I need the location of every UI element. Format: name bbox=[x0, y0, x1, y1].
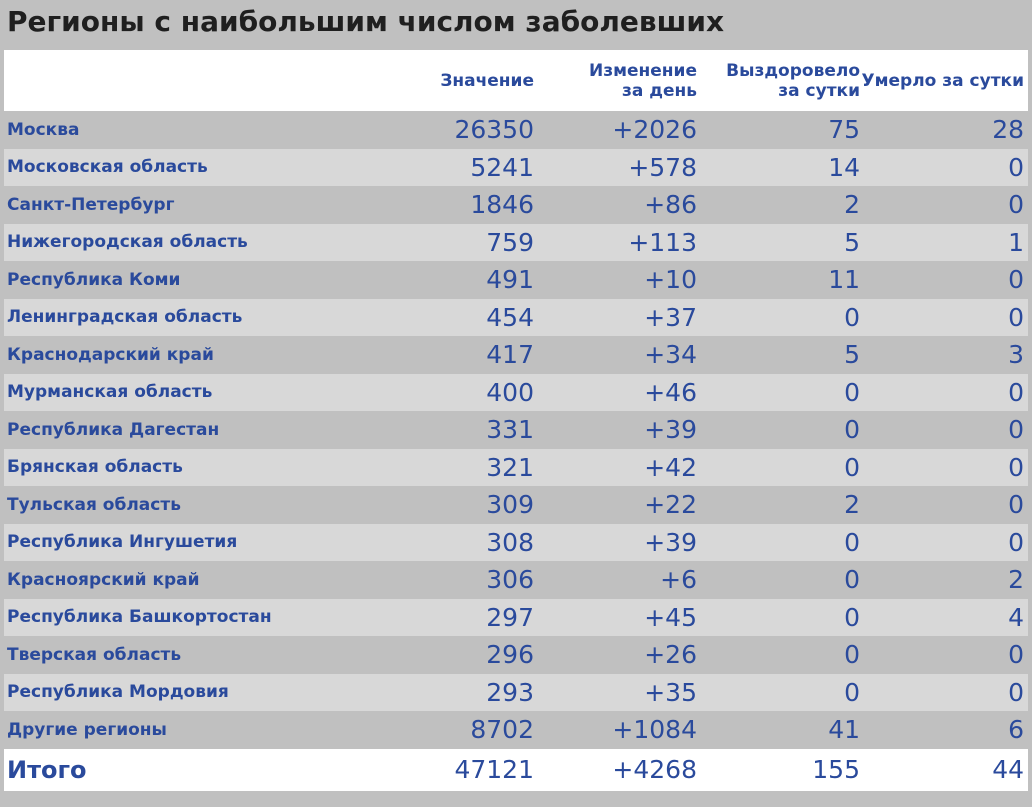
region-recovered-cell bbox=[828, 149, 860, 187]
region-died-cell bbox=[1008, 561, 1024, 599]
region-value-cell bbox=[486, 561, 534, 599]
region-value-cell bbox=[486, 636, 534, 674]
region-recovered: 11 bbox=[828, 265, 860, 295]
region-died-cell bbox=[1008, 486, 1024, 524]
region-name-cell bbox=[7, 524, 237, 562]
region-change: +26 bbox=[644, 640, 697, 670]
region-value-cell bbox=[486, 411, 534, 449]
region-died: 0 bbox=[1008, 452, 1024, 482]
region-recovered: 75 bbox=[828, 115, 860, 145]
region-recovered: 41 bbox=[828, 715, 860, 745]
region-recovered: 5 bbox=[844, 227, 860, 257]
region-change-cell bbox=[644, 449, 697, 487]
region-change-cell bbox=[644, 411, 697, 449]
region-died-cell bbox=[1008, 524, 1024, 562]
region-recovered: 0 bbox=[844, 415, 860, 445]
region-recovered: 14 bbox=[828, 152, 860, 182]
region-change: +1084 bbox=[612, 715, 697, 745]
header-change bbox=[589, 50, 697, 111]
table-row bbox=[4, 186, 1028, 224]
region-change: +39 bbox=[644, 527, 697, 557]
region-change-cell bbox=[644, 486, 697, 524]
region-change: +578 bbox=[628, 152, 697, 182]
region-name: Республика Мордовия bbox=[7, 682, 229, 703]
region-died: 2 bbox=[1008, 565, 1024, 595]
table-row bbox=[4, 111, 1028, 149]
region-change: +34 bbox=[644, 340, 697, 370]
region-recovered: 0 bbox=[844, 452, 860, 482]
region-value: 491 bbox=[486, 265, 534, 295]
region-change-cell bbox=[644, 599, 697, 637]
total-name: Итого bbox=[7, 755, 87, 784]
header-value bbox=[440, 50, 534, 111]
table-row bbox=[4, 561, 1028, 599]
region-recovered: 0 bbox=[844, 527, 860, 557]
region-value-cell bbox=[486, 674, 534, 712]
region-recovered: 0 bbox=[844, 602, 860, 632]
region-recovered-cell bbox=[828, 711, 860, 749]
region-value-cell bbox=[486, 524, 534, 562]
region-name-cell bbox=[7, 636, 181, 674]
region-died-cell bbox=[1008, 336, 1024, 374]
table-row bbox=[4, 411, 1028, 449]
region-name-cell bbox=[7, 374, 212, 412]
region-recovered-cell bbox=[844, 411, 860, 449]
region-change: +42 bbox=[644, 452, 697, 482]
region-value: 5241 bbox=[470, 152, 534, 182]
region-recovered-cell bbox=[844, 636, 860, 674]
region-change: +35 bbox=[644, 677, 697, 707]
table-body bbox=[4, 111, 1028, 749]
region-recovered: 0 bbox=[844, 302, 860, 332]
region-died-cell bbox=[1008, 449, 1024, 487]
region-change: +2026 bbox=[612, 115, 697, 145]
region-change-cell bbox=[628, 149, 697, 187]
region-name: Нижегородская область bbox=[7, 232, 248, 253]
region-recovered: 5 bbox=[844, 340, 860, 370]
region-recovered-cell bbox=[844, 561, 860, 599]
region-change-cell bbox=[660, 561, 697, 599]
region-value: 297 bbox=[486, 602, 534, 632]
region-value: 8702 bbox=[470, 715, 534, 745]
region-value-cell bbox=[486, 299, 534, 337]
region-died-cell bbox=[1008, 374, 1024, 412]
table-row bbox=[4, 374, 1028, 412]
regions-table bbox=[4, 50, 1028, 791]
region-died-cell bbox=[1008, 149, 1024, 187]
region-value: 293 bbox=[486, 677, 534, 707]
region-name: Мурманская область bbox=[7, 382, 213, 403]
region-died: 0 bbox=[1008, 490, 1024, 520]
table-row bbox=[4, 299, 1028, 337]
region-name: Ленинградская область bbox=[7, 307, 243, 328]
region-recovered: 2 bbox=[844, 490, 860, 520]
total-change: +4268 bbox=[612, 755, 697, 784]
region-change-cell bbox=[644, 261, 697, 299]
region-value: 309 bbox=[486, 490, 534, 520]
region-died: 0 bbox=[1008, 377, 1024, 407]
region-died: 0 bbox=[1008, 527, 1024, 557]
region-change-cell bbox=[612, 711, 697, 749]
table-row bbox=[4, 336, 1028, 374]
region-name-cell bbox=[7, 411, 219, 449]
region-value-cell bbox=[486, 224, 534, 262]
header-died-label: Умерло за сутки bbox=[861, 70, 1024, 91]
region-name-cell bbox=[7, 449, 183, 487]
region-change-cell bbox=[644, 336, 697, 374]
region-value: 331 bbox=[486, 415, 534, 445]
region-recovered-cell bbox=[844, 599, 860, 637]
region-name: Брянская область bbox=[7, 457, 183, 478]
table-header-row bbox=[4, 50, 1028, 111]
region-died-cell bbox=[1008, 674, 1024, 712]
region-died: 0 bbox=[1008, 265, 1024, 295]
region-value-cell bbox=[486, 336, 534, 374]
header-recovered-label: Выздоровело за сутки bbox=[726, 60, 860, 101]
region-recovered-cell bbox=[844, 486, 860, 524]
region-recovered-cell bbox=[844, 374, 860, 412]
region-recovered: 2 bbox=[844, 190, 860, 220]
table-row bbox=[4, 524, 1028, 562]
region-died: 0 bbox=[1008, 415, 1024, 445]
region-recovered-cell bbox=[844, 674, 860, 712]
header-change-label: Изменение за день bbox=[589, 60, 697, 101]
total-value: 47121 bbox=[454, 755, 534, 784]
region-died: 28 bbox=[992, 115, 1024, 145]
table-row bbox=[4, 149, 1028, 187]
total-name-cell bbox=[7, 749, 87, 791]
region-value: 1846 bbox=[470, 190, 534, 220]
region-died: 3 bbox=[1008, 340, 1024, 370]
region-value: 400 bbox=[486, 377, 534, 407]
table-row bbox=[4, 261, 1028, 299]
table-row bbox=[4, 449, 1028, 487]
region-died: 0 bbox=[1008, 152, 1024, 182]
table-row bbox=[4, 636, 1028, 674]
region-value-cell bbox=[470, 186, 534, 224]
region-value: 417 bbox=[486, 340, 534, 370]
region-name: Тульская область bbox=[7, 494, 181, 515]
region-value: 26350 bbox=[454, 115, 534, 145]
region-value: 306 bbox=[486, 565, 534, 595]
region-change: +39 bbox=[644, 415, 697, 445]
region-died-cell bbox=[992, 111, 1024, 149]
region-change-cell bbox=[644, 374, 697, 412]
region-name-cell bbox=[7, 261, 180, 299]
region-value-cell bbox=[486, 449, 534, 487]
region-change: +10 bbox=[644, 265, 697, 295]
chart-title: Регионы с наибольшим числом заболевших bbox=[7, 5, 725, 38]
region-value-cell bbox=[486, 261, 534, 299]
region-value: 454 bbox=[486, 302, 534, 332]
region-died: 1 bbox=[1008, 227, 1024, 257]
region-change-cell bbox=[644, 299, 697, 337]
region-died-cell bbox=[1008, 599, 1024, 637]
region-name-cell bbox=[7, 224, 248, 262]
region-name: Краснодарский край bbox=[7, 344, 214, 365]
region-died-cell bbox=[1008, 411, 1024, 449]
region-change-cell bbox=[644, 674, 697, 712]
region-recovered: 0 bbox=[844, 377, 860, 407]
header-value-label: Значение bbox=[440, 70, 534, 91]
region-value-cell bbox=[454, 111, 534, 149]
region-change: +22 bbox=[644, 490, 697, 520]
region-recovered-cell bbox=[844, 449, 860, 487]
region-name-cell bbox=[7, 711, 167, 749]
region-change-cell bbox=[612, 111, 697, 149]
region-died: 4 bbox=[1008, 602, 1024, 632]
total-recovered-cell bbox=[812, 749, 860, 791]
region-value-cell bbox=[486, 599, 534, 637]
region-name-cell bbox=[7, 299, 242, 337]
region-value: 296 bbox=[486, 640, 534, 670]
region-change-cell bbox=[644, 636, 697, 674]
region-died: 6 bbox=[1008, 715, 1024, 745]
region-died: 0 bbox=[1008, 302, 1024, 332]
region-name: Красноярский край bbox=[7, 569, 200, 590]
region-change: +37 bbox=[644, 302, 697, 332]
region-recovered-cell bbox=[844, 299, 860, 337]
region-change: +45 bbox=[644, 602, 697, 632]
region-died-cell bbox=[1008, 711, 1024, 749]
region-value: 308 bbox=[486, 527, 534, 557]
region-value-cell bbox=[486, 374, 534, 412]
total-change-cell bbox=[612, 749, 697, 791]
region-change: +6 bbox=[660, 565, 697, 595]
region-recovered-cell bbox=[844, 186, 860, 224]
region-died-cell bbox=[1008, 186, 1024, 224]
region-died-cell bbox=[1008, 636, 1024, 674]
region-name: Республика Коми bbox=[7, 269, 181, 290]
region-change-cell bbox=[644, 186, 697, 224]
region-name-cell bbox=[7, 561, 200, 599]
region-name-cell bbox=[7, 336, 214, 374]
region-change: +113 bbox=[628, 227, 697, 257]
region-recovered-cell bbox=[828, 261, 860, 299]
region-name-cell bbox=[7, 486, 181, 524]
region-recovered-cell bbox=[844, 336, 860, 374]
region-name: Московская область bbox=[7, 157, 208, 178]
region-name: Санкт-Петербург bbox=[7, 194, 175, 215]
region-name-cell bbox=[7, 149, 208, 187]
region-name: Москва bbox=[7, 119, 80, 140]
region-recovered: 0 bbox=[844, 640, 860, 670]
table-row bbox=[4, 486, 1028, 524]
region-name-cell bbox=[7, 674, 229, 712]
region-name: Республика Дагестан bbox=[7, 419, 220, 440]
region-change-cell bbox=[644, 524, 697, 562]
region-name: Республика Ингушетия bbox=[7, 532, 238, 553]
region-recovered-cell bbox=[828, 111, 860, 149]
region-name-cell bbox=[7, 599, 272, 637]
region-value: 321 bbox=[486, 452, 534, 482]
region-recovered-cell bbox=[844, 524, 860, 562]
region-died: 0 bbox=[1008, 190, 1024, 220]
region-value-cell bbox=[470, 711, 534, 749]
region-name-cell bbox=[7, 111, 79, 149]
region-recovered-cell bbox=[844, 224, 860, 262]
table-row bbox=[4, 711, 1028, 749]
region-name: Другие регионы bbox=[7, 719, 167, 740]
total-recovered: 155 bbox=[812, 755, 860, 784]
region-change: +46 bbox=[644, 377, 697, 407]
table-row bbox=[4, 674, 1028, 712]
region-name: Республика Башкортостан bbox=[7, 607, 272, 628]
region-value-cell bbox=[470, 149, 534, 187]
region-died: 0 bbox=[1008, 640, 1024, 670]
table-row bbox=[4, 224, 1028, 262]
header-recovered bbox=[726, 50, 860, 111]
region-value: 759 bbox=[486, 227, 534, 257]
region-died-cell bbox=[1008, 224, 1024, 262]
total-died-cell bbox=[992, 749, 1024, 791]
total-died: 44 bbox=[992, 755, 1024, 784]
total-value-cell bbox=[454, 749, 534, 791]
region-recovered: 0 bbox=[844, 565, 860, 595]
table-total-row bbox=[4, 749, 1028, 791]
region-value-cell bbox=[486, 486, 534, 524]
region-change-cell bbox=[628, 224, 697, 262]
region-name-cell bbox=[7, 186, 174, 224]
region-name: Тверская область bbox=[7, 644, 182, 665]
region-died-cell bbox=[1008, 261, 1024, 299]
header-died bbox=[862, 50, 1024, 111]
table-row bbox=[4, 599, 1028, 637]
region-change: +86 bbox=[644, 190, 697, 220]
region-died-cell bbox=[1008, 299, 1024, 337]
region-recovered: 0 bbox=[844, 677, 860, 707]
region-died: 0 bbox=[1008, 677, 1024, 707]
